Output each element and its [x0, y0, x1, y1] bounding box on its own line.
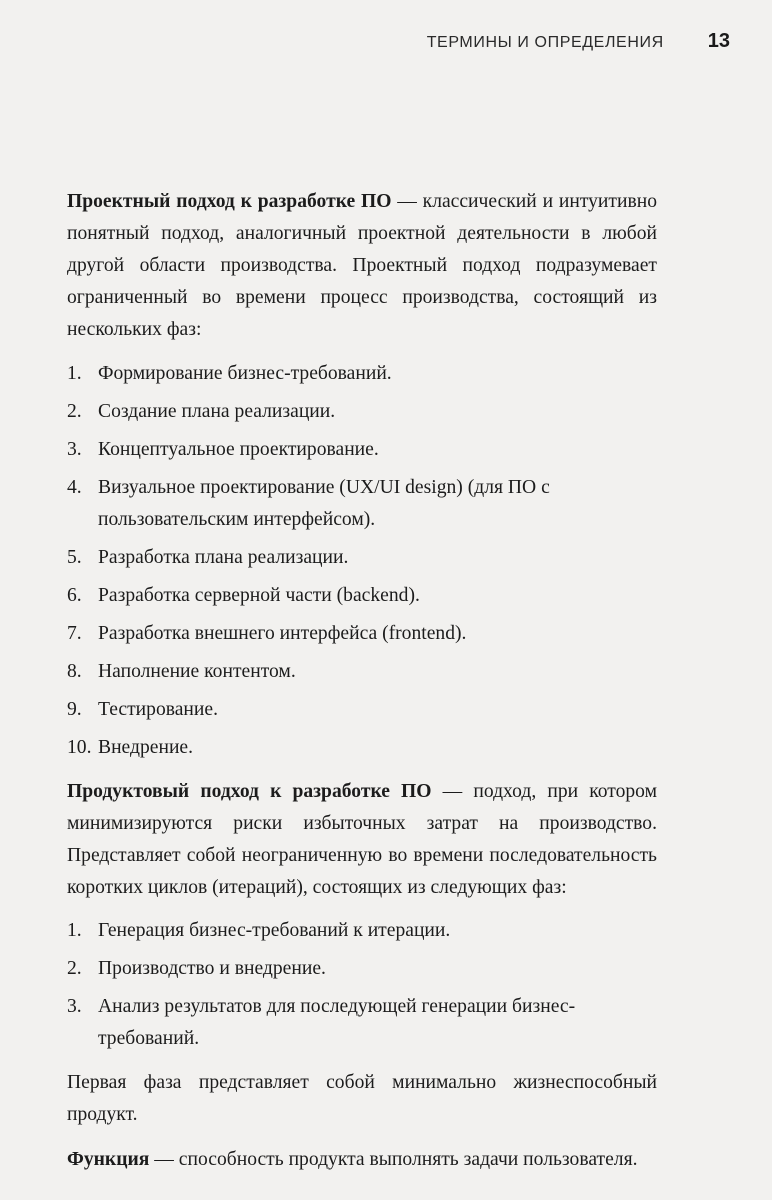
definition-project-approach — [67, 186, 657, 346]
product-phases-list — [67, 915, 657, 1055]
page-body — [67, 186, 657, 1176]
mvp-note: Первая фаза представляет собой минимально жизнеспособный продукт. — [67, 1072, 657, 1125]
list-item — [67, 732, 657, 764]
list-item-text: Создание плана реализации. — [98, 401, 336, 422]
list-item — [67, 396, 657, 428]
list-item-text: Генерация бизнес-требований к итерации. — [98, 920, 451, 941]
list-item — [67, 915, 657, 947]
term-project-approach: Проектный подход к разработке ПО — [67, 191, 392, 212]
list-item — [67, 618, 657, 650]
list-item-text: Разработка плана реализации. — [98, 547, 349, 568]
list-item-text: Разработка серверной части (backend). — [98, 585, 420, 606]
running-header — [427, 30, 730, 53]
list-number: 7. — [67, 623, 82, 644]
list-item — [67, 542, 657, 574]
list-item-text: Формирование бизнес-требований. — [98, 363, 392, 384]
list-number: 10. — [67, 737, 92, 758]
list-item — [67, 358, 657, 390]
project-phases-list — [67, 358, 657, 764]
list-number: 2. — [67, 958, 82, 979]
term-function: Функция — [67, 1149, 150, 1170]
term-product-approach: Продуктовый подход к разработке ПО — [67, 781, 432, 802]
definition-product-approach — [67, 776, 657, 904]
list-item-text: Тестирование. — [98, 699, 219, 720]
definition-text: — классический и интуитивно понятный подход, аналогичный проектной деятельности в любой другой области производства. Проектный подход подразумевает ограниченный во времени процесс производства, состоящий из нескольких фаз: — [67, 191, 657, 340]
list-item-text: Разработка внешнего интерфейса (frontend). — [98, 623, 467, 644]
list-item-text: Производство и внедрение. — [98, 958, 326, 979]
list-item-text: Визуальное проектирование (UX/UI design) (для ПО с пользовательским интерфейсом). — [98, 477, 550, 530]
list-number: 6. — [67, 585, 82, 606]
list-item — [67, 656, 657, 688]
definition-text: — способность продукта выполнять задачи пользователя. — [149, 1149, 638, 1170]
list-item — [67, 694, 657, 726]
list-number: 2. — [67, 401, 82, 422]
list-number: 8. — [67, 661, 82, 682]
list-number: 4. — [67, 477, 82, 498]
definition-function — [67, 1144, 657, 1176]
list-item — [67, 472, 657, 536]
definition-text: — подход, при котором минимизируются риски избыточных затрат на производство. Представляет собой неограниченную во времени последовательность коротких циклов (итераций), состоящих из следующих фаз: — [67, 781, 657, 898]
list-item-text: Концептуальное проектирование. — [98, 439, 379, 460]
list-number: 1. — [67, 363, 82, 384]
list-item — [67, 953, 657, 985]
running-title: ТЕРМИНЫ И ОПРЕДЕЛЕНИЯ — [426, 34, 664, 51]
list-item-text: Внедрение. — [98, 737, 194, 758]
list-item — [67, 580, 657, 612]
list-item-text: Анализ результатов для последующей генерации бизнес-требований. — [98, 996, 576, 1049]
list-number: 3. — [67, 996, 82, 1017]
list-item-text: Наполнение контентом. — [98, 661, 296, 682]
list-number: 3. — [67, 439, 82, 460]
list-item — [67, 434, 657, 466]
list-number: 5. — [67, 547, 82, 568]
list-item — [67, 991, 657, 1055]
page-number: 13 — [707, 30, 730, 52]
list-number: 1. — [67, 920, 82, 941]
list-number: 9. — [67, 699, 82, 720]
